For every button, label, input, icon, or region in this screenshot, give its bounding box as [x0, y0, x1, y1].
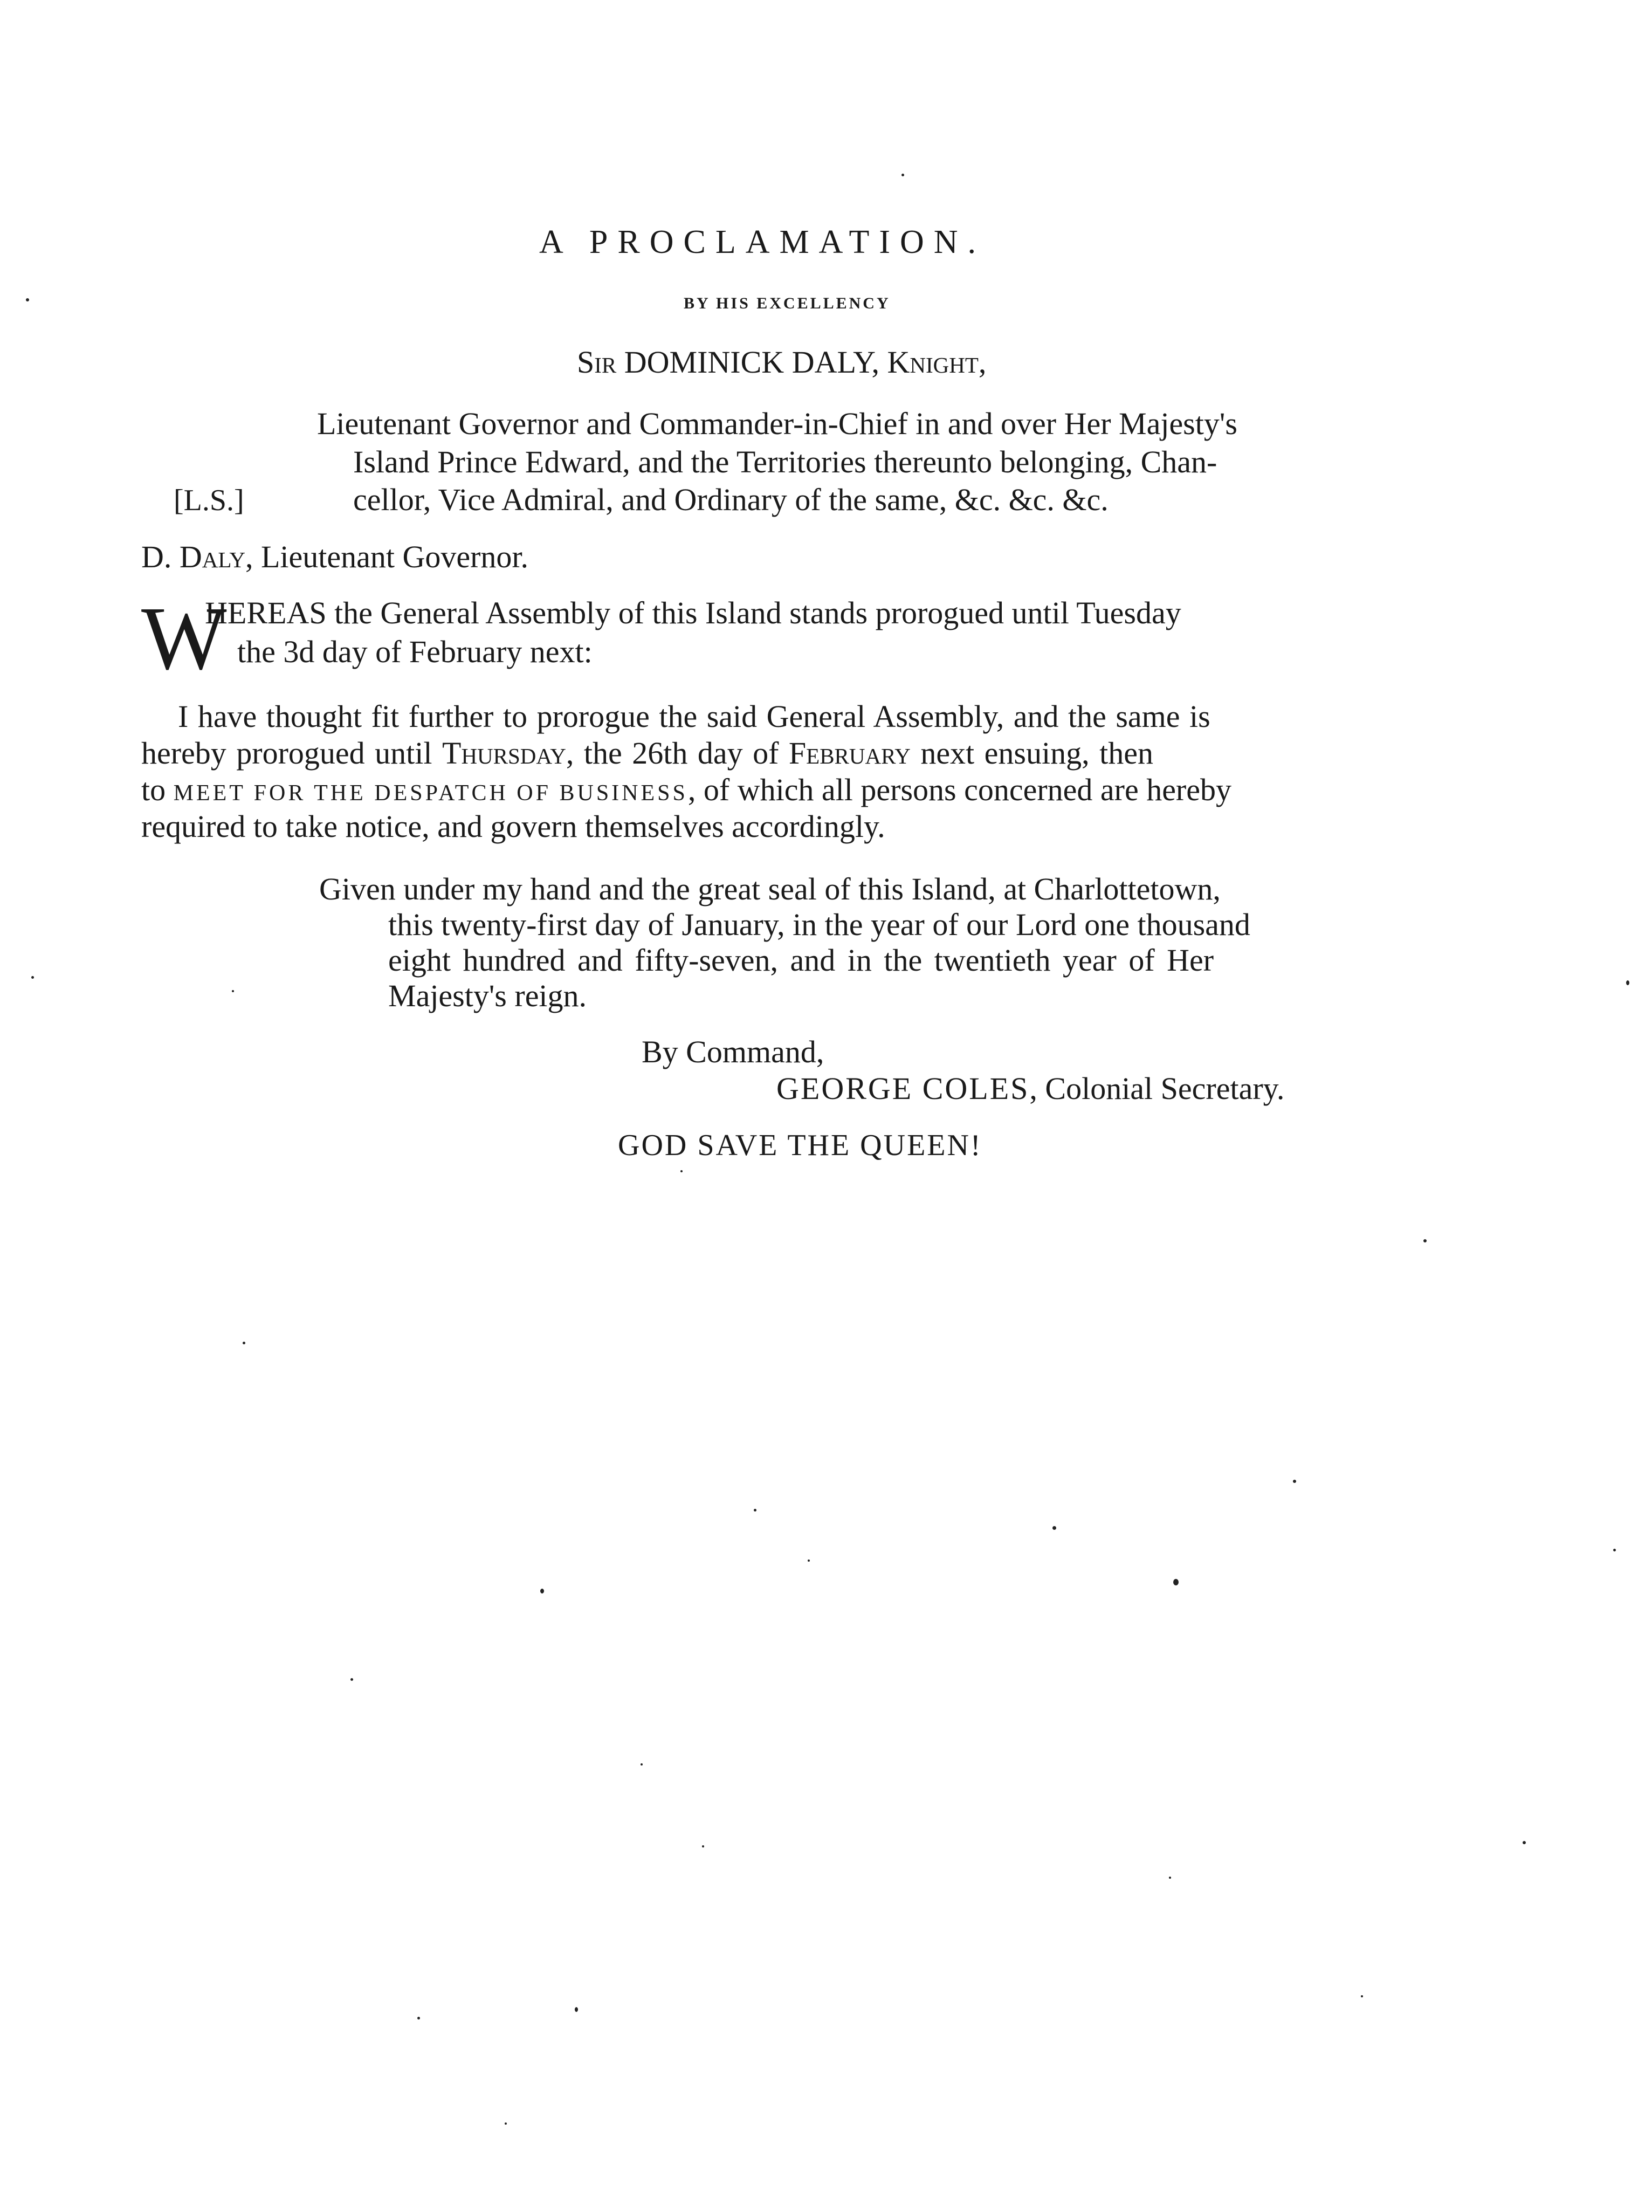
scan-speck	[232, 990, 234, 992]
decree-line-3-a: to	[141, 772, 174, 807]
knight-name: DOMINICK DALY,	[616, 345, 887, 380]
closing-line: GOD SAVE THE QUEEN!	[618, 1129, 982, 1162]
scan-speck	[540, 1589, 544, 1593]
scan-speck	[505, 2122, 507, 2125]
secretary-name: GEORGE COLES	[776, 1071, 1030, 1106]
titles-line-2: Island Prince Edward, and the Territories thereunto belonging, Chan-	[353, 444, 1217, 479]
scan-speck	[1626, 980, 1629, 985]
decree-line-2-c: next ensuing, then	[910, 736, 1153, 771]
scan-speck	[575, 2007, 578, 2012]
knight-suffix: Knight,	[887, 345, 987, 380]
given-line-2: this twenty-first day of January, in the year of our Lord one thousand	[388, 907, 1250, 942]
scan-speck	[1173, 1579, 1179, 1585]
scan-speck	[31, 976, 34, 979]
titles-line-3: cellor, Vice Admiral, and Ordinary of the same, &c. &c. &c.	[353, 482, 1109, 517]
decree-line-2-b: , the 26th day of	[566, 736, 789, 771]
given-line-1: Given under my hand and the great seal of this Island, at Charlottetown,	[319, 871, 1221, 906]
scan-speck	[702, 1845, 704, 1847]
decree-line-2-a: hereby prorogued until	[141, 736, 443, 771]
secretary-line	[776, 1073, 1284, 1104]
proclamation-title: A PROCLAMATION.	[539, 224, 986, 260]
secretary-title: , Colonial Secretary.	[1029, 1071, 1285, 1106]
governor-signature-line	[141, 541, 528, 573]
whereas-line-2: the 3d day of February next:	[237, 634, 593, 669]
scan-speck	[1052, 1526, 1056, 1530]
knight-prefix: Sir	[577, 345, 617, 380]
decree-meeting-caps: MEET FOR THE DESPATCH OF BUSINESS	[173, 781, 688, 806]
decree-day: Thursday	[442, 736, 566, 771]
decree-line-4: required to take notice, and govern themselves accordingly.	[141, 809, 885, 844]
decree-line-2	[141, 738, 1153, 769]
decree-line-3-b: , of which all persons concerned are hereby	[687, 772, 1231, 807]
scan-speck	[1169, 1877, 1171, 1879]
by-his-excellency-label: BY HIS EXCELLENCY	[684, 294, 891, 312]
governor-name-line	[577, 347, 986, 378]
signature-surname: Daly	[179, 539, 245, 574]
scan-speck	[1423, 1239, 1427, 1242]
given-line-4: Majesty's reign.	[388, 978, 587, 1013]
scan-speck	[641, 1763, 643, 1766]
scan-speck	[1361, 1995, 1363, 1997]
scan-speck	[1523, 1841, 1526, 1844]
scan-speck	[1293, 1480, 1296, 1483]
scan-speck	[350, 1678, 353, 1681]
scan-speck	[680, 1170, 683, 1172]
scan-speck	[417, 2017, 420, 2019]
seal-mark: [L.S.]	[174, 484, 244, 517]
scan-speck	[1613, 1549, 1616, 1551]
scan-speck	[26, 298, 29, 301]
decree-line-3	[141, 774, 1231, 806]
drop-cap-letter: W	[141, 588, 227, 689]
decree-month: February	[788, 736, 911, 771]
scan-speck	[901, 174, 904, 176]
signature-title: , Lieutenant Governor.	[245, 539, 528, 574]
titles-line-1: Lieutenant Governor and Commander-in-Chief in and over Her Majesty's	[317, 406, 1237, 441]
whereas-line-1: HEREAS the General Assembly of this Island stands prorogued until Tuesday	[205, 595, 1181, 630]
by-command-label: By Command,	[642, 1034, 824, 1069]
scan-speck	[808, 1560, 810, 1562]
scan-speck	[754, 1509, 756, 1512]
signature-initial: D.	[141, 539, 180, 574]
given-line-3: eight hundred and fifty-seven, and in the twentieth year of Her	[388, 943, 1214, 978]
scan-speck	[243, 1342, 245, 1344]
decree-line-1: I have thought fit further to prorogue the said General Assembly, and the same is	[178, 699, 1210, 734]
